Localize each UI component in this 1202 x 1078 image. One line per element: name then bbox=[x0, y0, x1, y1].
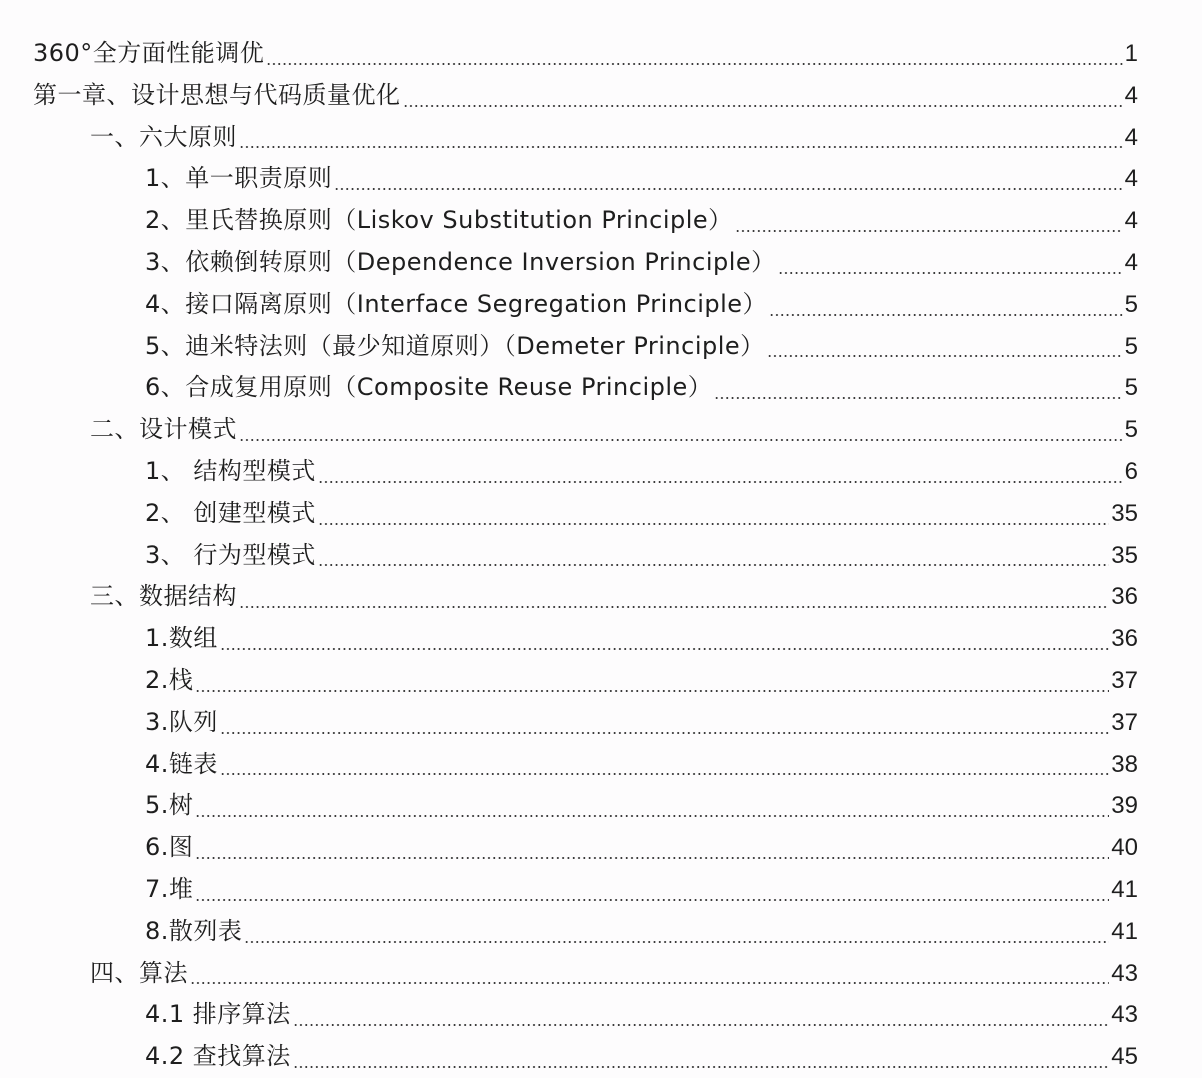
toc-entry-title: 360°全方面性能调优 bbox=[33, 39, 265, 67]
toc-entry-page: 37 bbox=[1111, 666, 1138, 694]
toc-entry-title: 2、里氏替换原则（Liskov Substitution Principle） bbox=[145, 206, 733, 235]
toc-entry-page: 39 bbox=[1111, 792, 1138, 820]
dot-leader bbox=[318, 481, 1123, 483]
toc-entry[interactable] bbox=[0, 33, 1202, 75]
dot-leader bbox=[778, 272, 1123, 274]
toc-entry[interactable] bbox=[0, 702, 1202, 744]
toc-entry-page: 43 bbox=[1111, 959, 1138, 987]
toc-entry-page: 5 bbox=[1124, 374, 1138, 402]
toc-entry-page: 5 bbox=[1124, 332, 1138, 360]
toc-entry-page: 5 bbox=[1124, 290, 1138, 318]
dot-leader bbox=[767, 355, 1123, 357]
dot-leader bbox=[403, 105, 1123, 107]
toc-entry-page: 4 bbox=[1124, 165, 1138, 193]
table-of-contents bbox=[0, 33, 1202, 1078]
toc-entry[interactable] bbox=[0, 994, 1202, 1036]
toc-entry[interactable] bbox=[0, 953, 1202, 995]
toc-entry-title: 4.链表 bbox=[145, 749, 218, 778]
toc-entry-title: 5、迪米特法则（最少知道原则）（Demeter Principle） bbox=[145, 331, 765, 360]
dot-leader bbox=[220, 648, 1109, 650]
toc-entry-title: 二、设计模式 bbox=[90, 415, 237, 444]
toc-entry[interactable] bbox=[0, 535, 1202, 577]
toc-entry[interactable] bbox=[0, 75, 1202, 117]
toc-entry[interactable] bbox=[0, 326, 1202, 368]
toc-entry-page: 36 bbox=[1111, 625, 1138, 653]
dot-leader bbox=[266, 63, 1122, 65]
toc-entry[interactable] bbox=[0, 618, 1202, 660]
toc-entry-title: 4、接口隔离原则（Interface Segregation Principle） bbox=[145, 289, 768, 318]
toc-entry-page: 45 bbox=[1111, 1043, 1138, 1071]
toc-entry-title: 1、 结构型模式 bbox=[145, 456, 316, 485]
toc-entry[interactable] bbox=[0, 827, 1202, 869]
toc-entry-title: 4.2 查找算法 bbox=[145, 1042, 291, 1071]
toc-entry[interactable] bbox=[0, 660, 1202, 702]
toc-entry[interactable] bbox=[0, 284, 1202, 326]
dot-leader bbox=[714, 397, 1122, 399]
toc-entry[interactable] bbox=[0, 409, 1202, 451]
dot-leader bbox=[293, 1024, 1110, 1026]
toc-entry-title: 2、 创建型模式 bbox=[145, 498, 316, 527]
toc-entry-title: 7.堆 bbox=[145, 874, 194, 903]
toc-entry-page: 38 bbox=[1111, 750, 1138, 778]
toc-entry[interactable] bbox=[0, 451, 1202, 493]
toc-entry-title: 6.图 bbox=[145, 833, 194, 862]
dot-leader bbox=[220, 732, 1109, 734]
toc-entry-page: 35 bbox=[1111, 499, 1138, 527]
toc-entry[interactable] bbox=[0, 576, 1202, 618]
toc-entry[interactable] bbox=[0, 367, 1202, 409]
dot-leader bbox=[195, 690, 1109, 692]
toc-entry-page: 40 bbox=[1111, 834, 1138, 862]
toc-entry-title: 三、数据结构 bbox=[90, 582, 237, 611]
toc-entry-page: 41 bbox=[1111, 917, 1138, 945]
toc-entry-page: 5 bbox=[1124, 416, 1138, 444]
toc-entry-page: 37 bbox=[1111, 708, 1138, 736]
dot-leader bbox=[769, 314, 1123, 316]
toc-entry-title: 3、 行为型模式 bbox=[145, 540, 316, 569]
toc-entry-title: 四、算法 bbox=[90, 958, 188, 987]
toc-entry[interactable] bbox=[0, 117, 1202, 159]
toc-entry-page: 1 bbox=[1124, 40, 1138, 67]
toc-entry-page: 4 bbox=[1124, 207, 1138, 235]
toc-entry-title: 1.数组 bbox=[145, 624, 218, 653]
toc-entry[interactable] bbox=[0, 200, 1202, 242]
toc-entry-page: 43 bbox=[1111, 1001, 1138, 1029]
toc-entry-page: 4 bbox=[1124, 81, 1138, 109]
toc-entry[interactable] bbox=[0, 1036, 1202, 1078]
toc-entry-title: 第一章、设计思想与代码质量优化 bbox=[33, 80, 401, 109]
dot-leader bbox=[318, 564, 1109, 566]
dot-leader bbox=[334, 188, 1122, 190]
dot-leader bbox=[239, 606, 1109, 608]
dot-leader bbox=[244, 941, 1109, 943]
dot-leader bbox=[190, 982, 1109, 984]
toc-entry-title: 4.1 排序算法 bbox=[145, 1000, 291, 1029]
dot-leader bbox=[239, 146, 1123, 148]
toc-entry-title: 一、六大原则 bbox=[90, 122, 237, 151]
toc-entry-page: 41 bbox=[1111, 875, 1138, 903]
toc-entry-page: 4 bbox=[1124, 123, 1138, 151]
toc-entry-page: 36 bbox=[1111, 583, 1138, 611]
dot-leader bbox=[735, 230, 1123, 232]
dot-leader bbox=[195, 899, 1109, 901]
toc-entry-title: 3、依赖倒转原则（Dependence Inversion Principle） bbox=[145, 247, 776, 276]
toc-entry-title: 1、单一职责原则 bbox=[145, 164, 333, 193]
toc-entry-title: 6、合成复用原则（Composite Reuse Principle） bbox=[145, 373, 713, 402]
toc-entry-title: 3.队列 bbox=[145, 707, 218, 736]
dot-leader bbox=[195, 815, 1109, 817]
dot-leader bbox=[220, 773, 1109, 775]
toc-entry[interactable] bbox=[0, 493, 1202, 535]
toc-entry[interactable] bbox=[0, 911, 1202, 953]
toc-entry-page: 35 bbox=[1111, 541, 1138, 569]
dot-leader bbox=[293, 1066, 1110, 1068]
dot-leader bbox=[239, 439, 1123, 441]
toc-entry[interactable] bbox=[0, 869, 1202, 911]
toc-entry-title: 8.散列表 bbox=[145, 916, 243, 945]
dot-leader bbox=[195, 857, 1109, 859]
toc-entry[interactable] bbox=[0, 744, 1202, 786]
toc-entry-title: 2.栈 bbox=[145, 665, 194, 694]
toc-entry-page: 4 bbox=[1124, 248, 1138, 276]
toc-entry[interactable] bbox=[0, 158, 1202, 200]
toc-entry[interactable] bbox=[0, 242, 1202, 284]
toc-entry-title: 5.树 bbox=[145, 791, 194, 820]
dot-leader bbox=[318, 523, 1109, 525]
toc-entry[interactable] bbox=[0, 785, 1202, 827]
toc-entry-page: 6 bbox=[1124, 457, 1138, 485]
